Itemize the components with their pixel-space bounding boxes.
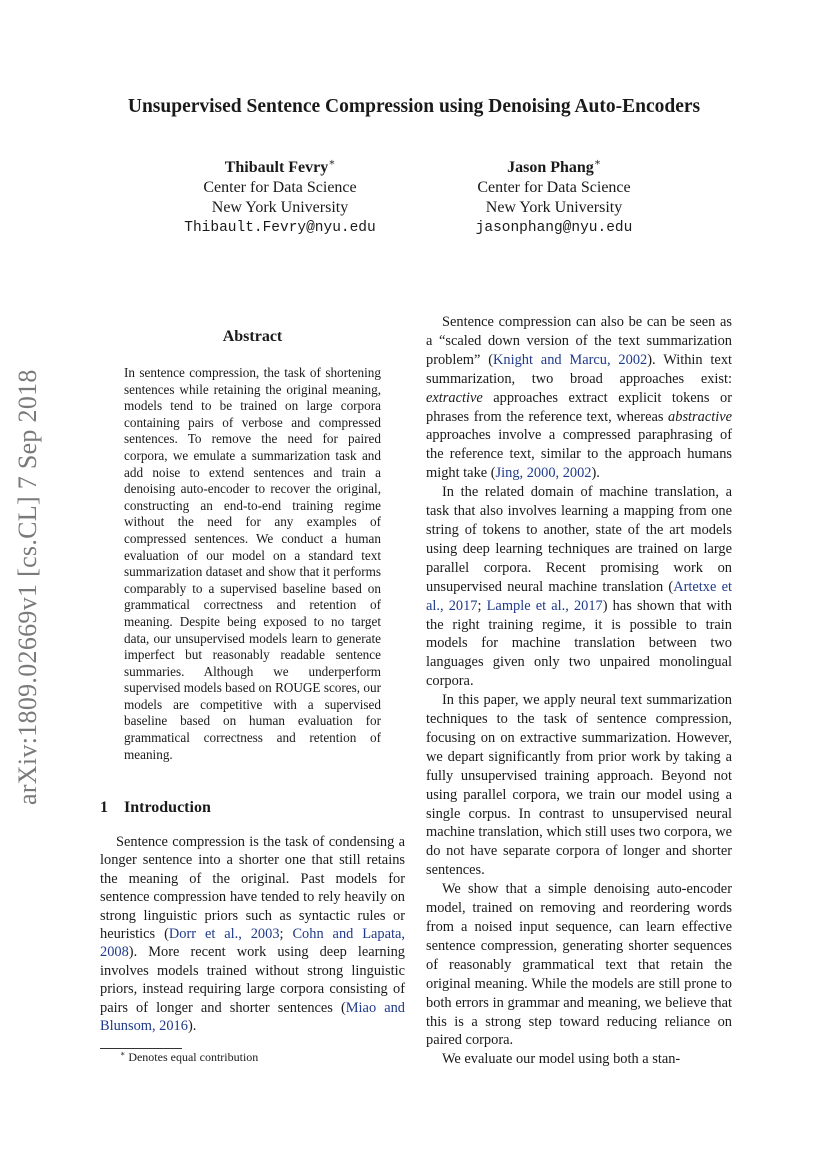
- author-affiliation: Center for Data Science: [477, 179, 631, 196]
- citation-link[interactable]: Lample et al., 2017: [486, 597, 603, 614]
- citation-link[interactable]: Miao and Blunsom, 2016: [100, 999, 405, 1035]
- author-block-2: [404, 158, 704, 238]
- author-affiliation: Center for Data Science: [203, 179, 357, 196]
- citation-link[interactable]: Jing, 2000, 2002: [495, 465, 592, 482]
- right-column: [426, 313, 732, 1069]
- author-institution: New York University: [211, 199, 349, 216]
- author-email[interactable]: Thibault.Fevry@nyu.edu: [184, 220, 376, 236]
- citation-link[interactable]: Knight and Marcu, 2002: [492, 351, 648, 368]
- arxiv-identifier: arXiv:1809.02669v1 [cs.CL] 7 Sep 2018: [13, 369, 42, 805]
- paragraph: In this paper, we apply neural text summarization techniques to the task of sentence compression, focusing on on extractive summarization. However, we depart significantly from prior work by taking a fully unsupervised training approach. Beyond not using parallel corpora, we train our model using a single corpus. In contrast to unsupervised neural machine translation, which still uses two corpora, we do not have separate corpora of longer and shorter sentences.: [426, 692, 732, 879]
- footnote: [120, 1050, 258, 1064]
- section-title: Introduction: [124, 799, 211, 816]
- author-block-1: [130, 158, 430, 238]
- author-name: Thibault Fevry: [224, 159, 329, 176]
- intro-paragraph: Sentence compression is the task of condensing a longer sentence into a shorter one that still retains the meaning of the original. Past models for sentence compression have tended to rely heavily on strong linguistic priors such as syntactic rules or heuristics (Dorr et al., 2003; Cohn and Lapata, 2008). More recent work using deep learning involves models trained without strong linguistic priors, instead requiring large corpora consisting of pairs of longer and shorter sentences (Miao and Blunsom, 2016).: [100, 834, 405, 1035]
- citation-link[interactable]: Cohn and Lapata, 2008: [100, 926, 405, 961]
- author-institution: New York University: [485, 199, 623, 216]
- citation-link[interactable]: Dorr et al., 2003: [168, 926, 280, 943]
- abstract-text: In sentence compression, the task of shortening sentences while retaining the original meaning, models tend to be trained on large corpora containing pairs of verbose and compressed sentences. To remove the need for paired corpora, we emulate a summarization task and add noise to extend sentences and train a denoising auto-encoder to recover the original, constructing an end-to-end training regime without the need for any examples of compressed sentences. We conduct a human evaluation of our model on a standard text summarization dataset and show that it performs comparably to a supervised baseline based on grammatical correctness and retention of meaning. Despite being exposed to no target data, our unsupervised models learn to generate imperfect but reasonably readable sentence summaries. Although we underperform supervised models based on ROUGE scores, our models are competitive with a supervised baseline based on human evaluation for grammatical correctness and retention of meaning.: [124, 365, 381, 762]
- equal-contribution-mark: ∗: [593, 157, 601, 169]
- footnote-rule: [100, 1048, 182, 1049]
- paper-title: Unsupervised Sentence Compression using Denoising Auto-Encoders: [127, 96, 701, 117]
- footnote-mark: ∗: [120, 1049, 126, 1058]
- author-email[interactable]: jasonphang@nyu.edu: [475, 220, 633, 236]
- paragraph: We show that a simple denoising auto-encoder model, trained on removing and reordering words from a noised input sequence, can learn effective sentence compression, generating shorter sequences of reasonably grammatical text that retain the original meaning. While the models are still prone to both errors in grammar and meaning, we believe that this is a strong step toward reducing reliance on paired corpora.: [426, 881, 732, 1049]
- paragraph: Sentence compression can also be can be seen as a “scaled down version of the text summarization problem” (Knight and Marcu, 2002). Within text summarization, two broad approaches exist: extractive approaches extract explicit tokens or phrases from the reference text, whereas abstractive approaches involve a compressed paraphrasing of the reference text, similar to the approach humans might take (Jing, 2000, 2002).: [426, 314, 733, 482]
- paragraph: In the related domain of machine translation, a task that also involves learning a mapping from one string of tokens to another, state of the art models using deep learning techniques are trained on large parallel corpora. Recent promising work on unsupervised neural machine translation (Artetxe et al., 2017; Lample et al., 2017) has shown that with the right training regime, it is possible to train models for machine translation between two languages given only two unpaired monolingual corpora.: [426, 484, 732, 690]
- paragraph: We evaluate our model using both a stan-: [442, 1051, 681, 1068]
- citation-link[interactable]: Artetxe et al., 2017: [426, 578, 732, 614]
- author-name: Jason Phang: [507, 159, 594, 176]
- section-number: 1: [100, 799, 108, 816]
- abstract-heading: Abstract: [222, 328, 283, 345]
- equal-contribution-mark: ∗: [328, 157, 336, 169]
- footnote-text: Denotes equal contribution: [128, 1050, 259, 1064]
- section-heading: [100, 799, 211, 817]
